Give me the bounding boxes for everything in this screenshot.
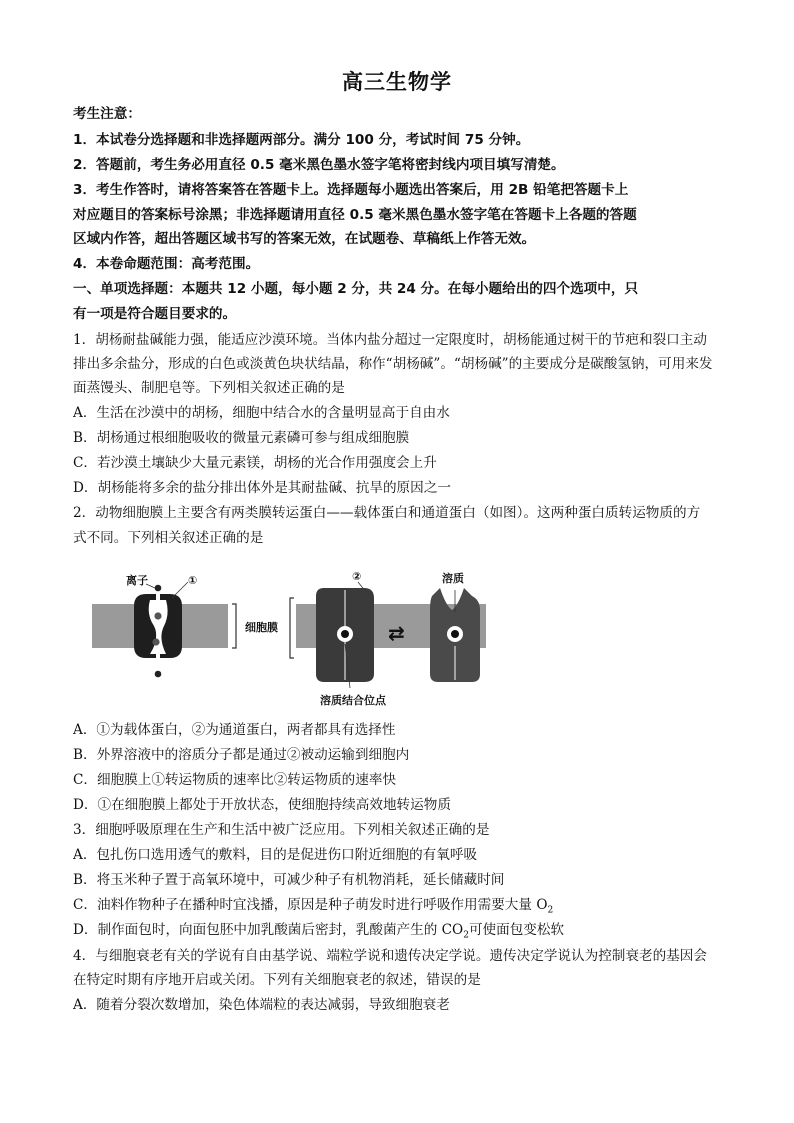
notice-item: 区域内作答，超出答题区域书写的答案无效，在试题卷、草稿纸上作答无效。: [73, 231, 536, 247]
option-text: C．油料作物种子在播种时宜浅播，原因是种子萌发时进行呼吸作用需要大量 O: [73, 897, 548, 913]
question-stem: 面蒸馒头、制肥皂等。下列相关叙述正确的是: [73, 380, 345, 396]
answer-option: A．①为载体蛋白，②为通道蛋白，两者都具有选择性: [73, 722, 396, 738]
mark1-pointer: [172, 582, 188, 598]
question-stem: 在特定时期有序地开启或关闭。下列有关细胞衰老的叙述，错误的是: [73, 972, 481, 988]
ion-dot: [154, 612, 161, 619]
notice-item: 对应题目的答案标号涂黑；非选择题请用直径 0.5 毫米黑色墨水签字笔在答题卡上各题的答题: [73, 207, 637, 223]
carrier-protein-closed: [316, 588, 374, 682]
section-heading: 一、单项选择题：本题共 12 小题，每小题 2 分，共 24 分。在每小题给出的四个选项中，只: [73, 281, 639, 297]
section-heading: 有一项是符合题目要求的。: [73, 306, 237, 322]
notice-heading: 考生注意：: [73, 106, 141, 122]
answer-option: B．将玉米种子置于高氧环境中，可减少种子有机物消耗，延长储藏时间: [73, 872, 505, 888]
solute-label: 溶质: [442, 572, 464, 585]
answer-option: C．细胞膜上①转运物质的速率比②转运物质的速率快: [73, 772, 397, 788]
notice-item: 3．考生作答时，请将答案答在答题卡上。选择题每小题选出答案后，用 2B 铅笔把答题卡上: [73, 182, 629, 198]
notice-item: 2．答题前，考生务必用直径 0.5 毫米黑色墨水签字笔将密封线内项目填写清楚。: [73, 157, 565, 173]
membrane-label: 细胞膜: [245, 621, 278, 634]
mark2-label: ②: [352, 570, 362, 583]
option-text: 可使面包变松软: [468, 922, 565, 938]
answer-option: A．包扎伤口选用透气的敷料，目的是促进伤口附近细胞的有氧呼吸: [73, 847, 478, 863]
answer-option: [73, 920, 733, 946]
ion-dot: [155, 671, 162, 678]
answer-option: C．若沙漠土壤缺少大量元素镁，胡杨的光合作用强度会上升: [73, 455, 437, 471]
membrane-transport-figure: [88, 570, 488, 710]
option-text: D．制作面包时，向面包胚中加乳酸菌后密封，乳酸菌产生的 CO: [73, 922, 464, 938]
bracket-right: [290, 598, 294, 658]
subscript: 2: [463, 930, 469, 941]
answer-option: B．外界溶液中的溶质分子都是通过②被动运输到细胞内: [73, 747, 410, 763]
channel-protein: [134, 594, 182, 658]
answer-option: D．①在细胞膜上都处于开放状态，使细胞持续高效地转运物质: [73, 797, 451, 813]
question-stem: 排出多余盐分，形成的白色或淡黄色块状结晶，称作“胡杨碱”。“胡杨碱”的主要成分是碳酸氢钠，可用来发: [73, 356, 713, 372]
ion-dot: [155, 585, 162, 592]
question-stem: 1．胡杨耐盐碱能力强，能适应沙漠环境。当体内盐分超过一定限度时，胡杨能通过树干的节疤和裂口主动: [73, 332, 707, 348]
binding-site-label: 溶质结合位点: [320, 694, 386, 707]
answer-option: B．胡杨通过根细胞吸收的微量元素磷可参与组成细胞膜: [73, 430, 410, 446]
notice-item: 4．本卷命题范围：高考范围。: [73, 256, 260, 272]
equilibrium-arrows: ⇄: [388, 621, 405, 645]
answer-option: D．胡杨能将多余的盐分排出体外是其耐盐碱、抗旱的原因之一: [73, 480, 451, 496]
question-stem: 4．与细胞衰老有关的学说有自由基学说、端粒学说和遗传决定学说。遗传决定学说认为控制衰老的基因会: [73, 948, 707, 964]
answer-option: [73, 895, 733, 921]
question-stem: 3．细胞呼吸原理在生产和生活中被广泛应用。下列相关叙述正确的是: [73, 822, 490, 838]
question-stem: 2．动物细胞膜上主要含有两类膜转运蛋白——载体蛋白和通道蛋白（如图）。这两种蛋白质转运物质的方: [73, 505, 701, 521]
notice-item: 1．本试卷分选择题和非选择题两部分。满分 100 分，考试时间 75 分钟。: [73, 132, 530, 148]
ion-dot: [152, 638, 159, 645]
mark1-label: ①: [188, 574, 198, 587]
question-stem: 式不同。下列相关叙述正确的是: [73, 530, 264, 546]
answer-option: A．随着分裂次数增加，染色体端粒的表达减弱，导致细胞衰老: [73, 997, 450, 1013]
page-title: 高三生物学: [342, 70, 452, 94]
subscript: 2: [547, 905, 554, 916]
answer-option: A．生活在沙漠中的胡杨，细胞中结合水的含量明显高于自由水: [73, 405, 450, 421]
bracket-left: [232, 604, 236, 648]
ion-label: 离子: [126, 574, 148, 587]
